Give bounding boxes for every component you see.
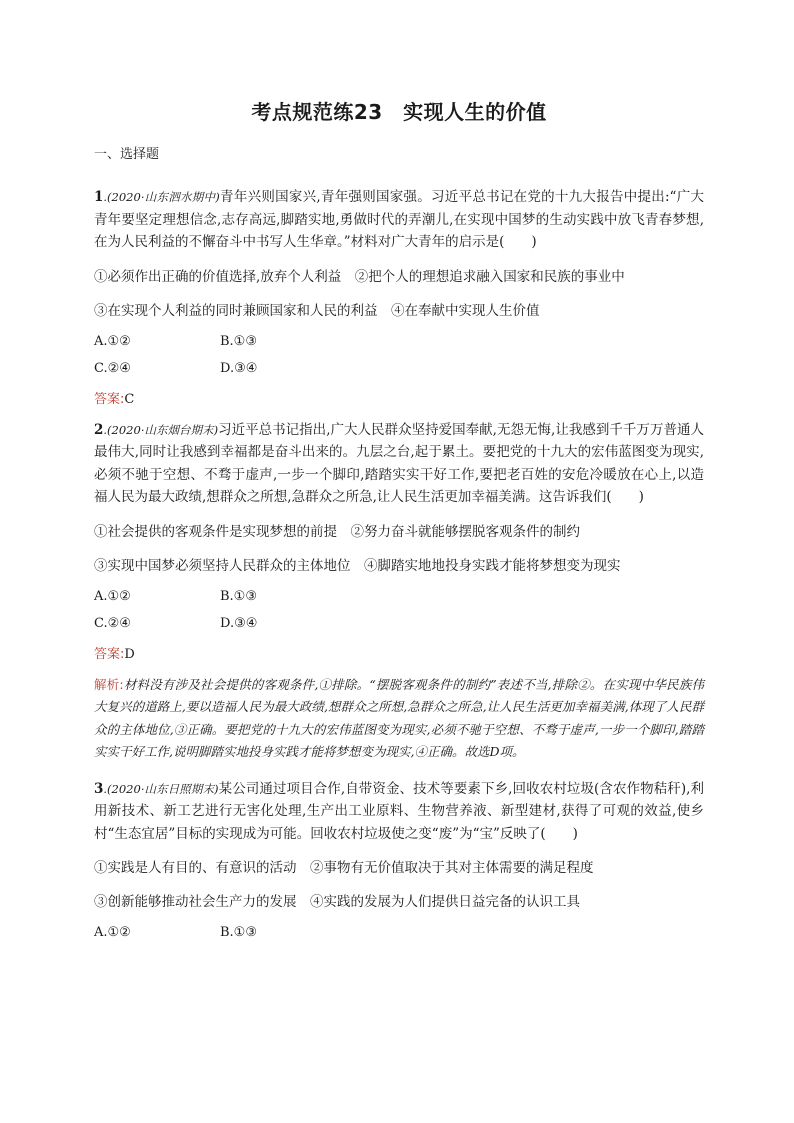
statement-line: ①社会提供的客观条件是实现梦想的前提 ②努力奋斗就能够摆脱客观条件的制约: [94, 523, 580, 540]
exercise-page: [94, 96, 704, 952]
choice-d[interactable]: D.③④: [220, 360, 258, 376]
question-2: [94, 419, 704, 764]
choice-a[interactable]: A.①②: [94, 925, 131, 940]
choice-c[interactable]: C.②④: [94, 615, 131, 631]
statement-line: ③实现中国梦必须坚持人民群众的主体地位 ④脚踏实地地投身实践才能将梦想变为现实: [94, 557, 621, 574]
choice-c[interactable]: C.②④: [94, 360, 131, 376]
question-1: [94, 186, 704, 407]
question-source: .(2020·山东烟台期末): [103, 422, 219, 437]
choice-b[interactable]: B.①③: [220, 588, 257, 604]
choice-row: [94, 925, 704, 940]
statement-line: ③在实现个人利益的同时兼顾国家和人民的利益 ④在奉献中实现人生价值: [94, 302, 540, 319]
answer-value: D: [124, 646, 135, 662]
question-number: 1: [94, 189, 104, 205]
choice-row: [94, 334, 704, 349]
question-text: 习近平总书记指出,广大人民群众坚持爱国奉献,无怨无悔,让我感到千千万万普通人最伟大,同时让我感到幸福都是奋斗出来的。九层之台,起于累土。要把党的十九大的宏伟蓝图变为现实,必须不驰于空想、不骛于虚声,一步一个脚印,踏踏实实干好工作,要把老百姓的安危冷暖放在心上,以造福人民为最大政绩,想群众之所想,急群众之所急,让人民生活更加幸福美满。这告诉我们( ): [94, 421, 704, 505]
choice-a[interactable]: A.①②: [94, 333, 131, 349]
statement-line: ③创新能够推动社会生产力的发展 ④实践的发展为人们提供日益完备的认识工具: [94, 894, 580, 910]
statement-line: ①实践是人有目的、有意识的活动 ②事物有无价值取决于其对主体需要的满足程度: [94, 860, 594, 876]
question-text: 某公司通过项目合作,自带资金、技术等要素下乡,回收农村垃圾(含农作物秸秆),利用新技术、新工艺进行无害化处理,生产出工业原料、生物营养液、新型建材,获得了可观的效益,使乡村“生态宜居”目标的实现成为可能。回收农村垃圾使之变“废”为“宝”反映了( ): [94, 780, 704, 842]
page-title: 考点规范练23 实现人生的价值: [251, 100, 547, 124]
choice-b[interactable]: B.①③: [220, 333, 257, 349]
question-number: 3: [94, 780, 104, 797]
answer-label: 答案:: [94, 391, 125, 407]
statement-line: ①必须作出正确的价值选择,放弃个人利益 ②把个人的理想追求融入国家和民族的事业中: [94, 268, 625, 285]
question-number: 2: [94, 421, 104, 438]
explanation-label: 解析:: [94, 676, 124, 692]
question-source: .(2020·山东泗水期中): [103, 190, 220, 204]
explanation-text: 材料没有涉及社会提供的客观条件,①排除。“摆脱客观条件的制约”表述不当,排除②。在实现中华民族伟大复兴的道路上,要以造福人民为最大政绩,想群众之所想,急群众之所急,让人民生活更加幸福美满,体现了人民群众的主体地位,③正确。要把党的十九大的宏伟蓝图变为现实,必须不驰于空想、不骛于虚声,一步一个脚印,踏踏实实干好工作,说明脚踏实地投身实践才能将梦想变为现实,④正确。故选D项。: [94, 676, 704, 759]
answer-label: 答案:: [94, 646, 125, 662]
choice-row: [94, 589, 704, 604]
choice-row: [94, 616, 704, 631]
answer-line: [94, 643, 704, 662]
choice-a[interactable]: A.①②: [94, 588, 131, 604]
answer-value: C: [124, 391, 135, 407]
question-stem: [94, 778, 704, 846]
choice-b[interactable]: B.①③: [220, 925, 257, 940]
choice-d[interactable]: D.③④: [220, 615, 258, 631]
question-stem: [94, 419, 704, 509]
explanation: [94, 674, 704, 764]
choice-row: [94, 361, 704, 376]
question-text: 青年兴则国家兴,青年强则国家强。习近平总书记在党的十九大报告中提出:“广大青年要坚定理想信念,志存高远,脚踏实地,勇做时代的弄潮儿,在实现中国梦的生动实践中放飞青春梦想,在为人民利益的不懈奋斗中书写人生华章。”材料对广大青年的启示是( ): [94, 189, 704, 250]
section-heading: 一、选择题: [94, 147, 160, 162]
question-3: [94, 778, 704, 941]
question-source: .(2020·山东日照期末): [103, 781, 219, 796]
question-stem: [94, 186, 704, 254]
answer-line: [94, 388, 704, 407]
